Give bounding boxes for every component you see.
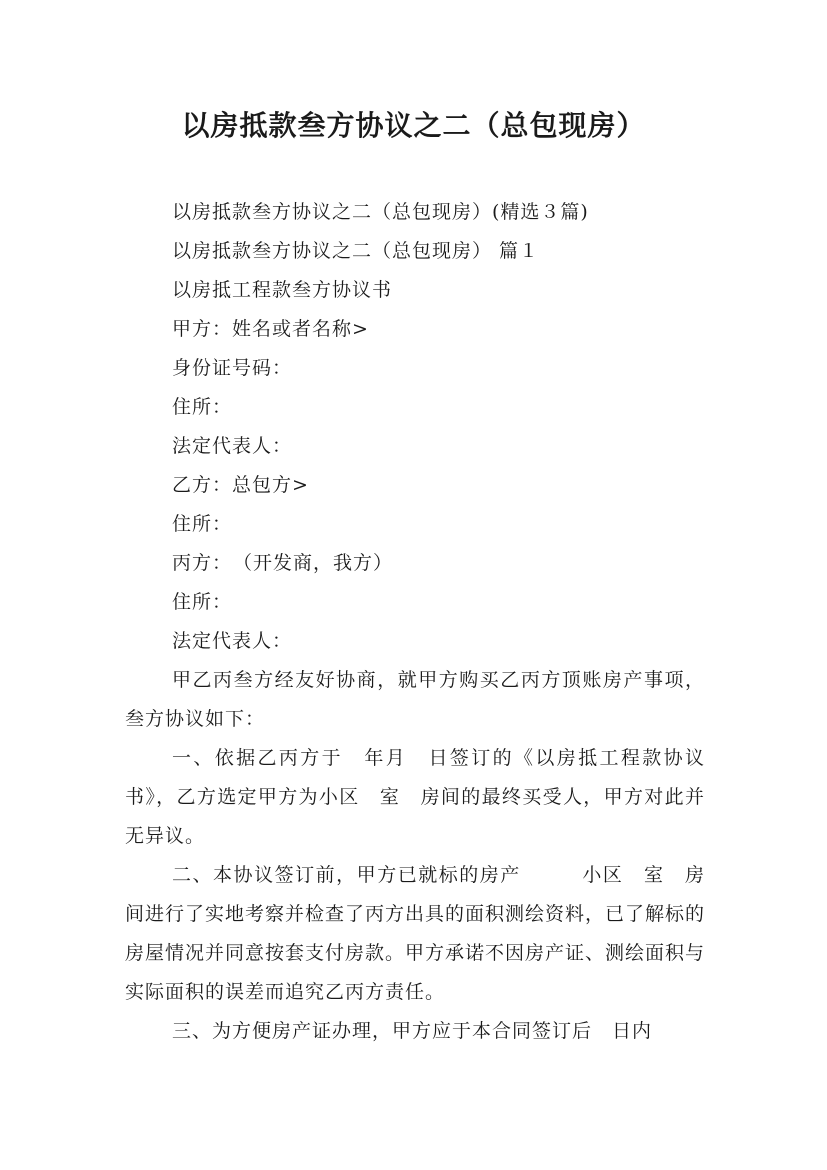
party-a-legal-representative: 法定代表人： <box>172 435 293 457</box>
section-heading: 以房抵款叁方协议之二（总包现房） 篇１ <box>172 240 540 262</box>
subtitle-line: 以房抵款叁方协议之二（总包现房）(精选３篇) <box>172 201 589 223</box>
party-b-name: 乙方：总包方> <box>172 474 309 496</box>
document-title: 以房抵款叁方协议之二（总包现房） <box>181 109 646 142</box>
party-c-legal-representative: 法定代表人： <box>172 630 293 652</box>
body-paragraph-intro: 甲乙丙叁方经友好协商，就甲方购买乙丙方顶账房产事项，叁方协议如下： <box>125 669 705 730</box>
party-a-name: 甲方：姓名或者名称> <box>172 318 369 340</box>
party-a-id-number: 身份证号码： <box>172 357 293 379</box>
body-paragraph-clause-2: 二、本协议签订前，甲方已就标的房产 小区 室 房间进行了实地考察并检查了丙方出具的面积测绘资料，已了解标的房屋情况并同意按套支付房款。甲方承诺不因房产证、测绘面积与实际面积的误差而追究乙丙方责任。 <box>125 864 706 1003</box>
agreement-name: 以房抵工程款叁方协议书 <box>172 279 393 301</box>
party-c-name: 丙方： （开发商，我方） <box>172 552 394 574</box>
body-paragraph-clause-1: 一、依据乙丙方于 年月 日签订的《以房抵工程款协议书》，乙方选定甲方为小区 室 房间的最终买受人，甲方对此并无异议。 <box>125 747 705 847</box>
body-paragraph-clause-3: 三、为方便房产证办理，甲方应于本合同签订后 日内 <box>172 1020 653 1042</box>
party-b-address: 住所： <box>172 513 233 535</box>
party-a-address: 住所： <box>172 396 233 418</box>
party-c-address: 住所： <box>172 591 233 613</box>
